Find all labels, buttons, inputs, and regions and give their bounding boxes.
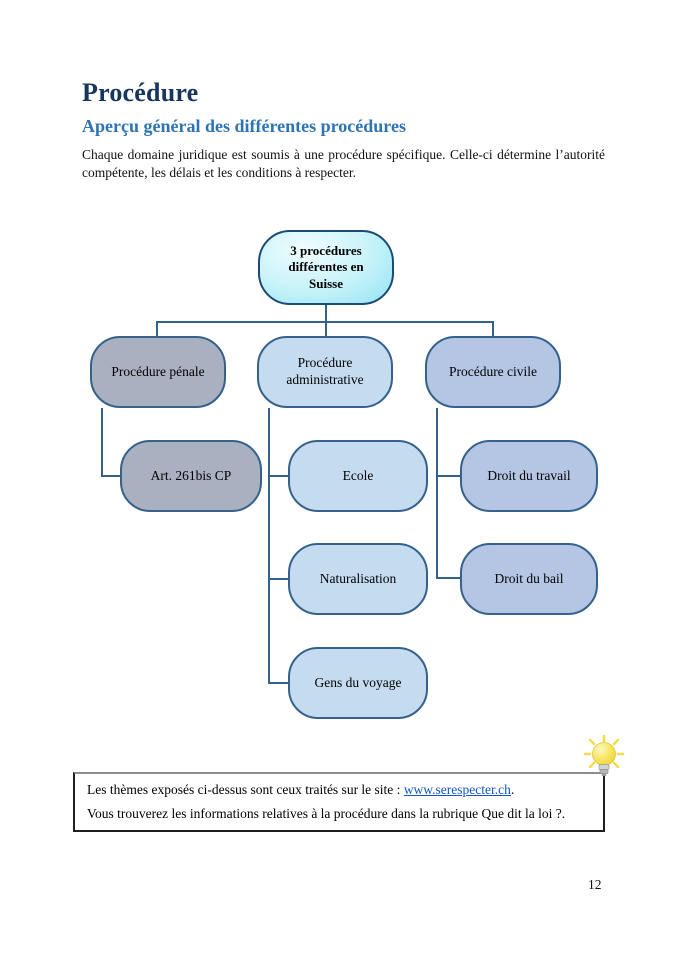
connector-line bbox=[436, 408, 438, 579]
connector-line bbox=[101, 475, 120, 477]
connector-line bbox=[268, 682, 288, 684]
connector-line bbox=[492, 321, 494, 336]
intro-paragraph: Chaque domaine juridique est soumis à une procédure spécifique. Celle-ci détermine l’autorité compétente, les délais et les conditions à respecter. bbox=[82, 147, 605, 180]
diagram-node-gens-du-voyage: Gens du voyage bbox=[288, 647, 428, 719]
diagram-node-ecole: Ecole bbox=[288, 440, 428, 512]
connector-line bbox=[156, 321, 158, 336]
note-line-1: Les thèmes exposés ci-dessus sont ceux traités sur le site : www.serespecter.ch. bbox=[87, 782, 515, 797]
note-box bbox=[73, 772, 605, 832]
diagram-node-procedure-penale: Procédure pénale bbox=[90, 336, 226, 408]
diagram-node-procedure-administrative: Procédure administrative bbox=[257, 336, 393, 408]
diagram-node-art-261bis-cp: Art. 261bis CP bbox=[120, 440, 262, 512]
connector-line bbox=[268, 578, 288, 580]
note-link[interactable]: www.serespecter.ch bbox=[403, 782, 511, 797]
connector-line bbox=[436, 475, 460, 477]
connector-line bbox=[101, 408, 103, 477]
diagram-node-naturalisation: Naturalisation bbox=[288, 543, 428, 615]
connector-line bbox=[268, 475, 288, 477]
page-number: 12 bbox=[588, 877, 602, 892]
connector-line bbox=[436, 577, 460, 579]
connector-line bbox=[268, 408, 270, 684]
connector-line bbox=[325, 321, 327, 336]
diagram-node-droit-du-travail: Droit du travail bbox=[460, 440, 598, 512]
lightbulb-icon bbox=[583, 735, 625, 785]
note-line-2: Vous trouverez les informations relatives à la procédure dans la rubrique Que dit la loi ?. bbox=[87, 806, 566, 821]
diagram-node-procedure-civile: Procédure civile bbox=[425, 336, 561, 408]
page-title: Procédure bbox=[82, 78, 199, 107]
diagram-node-droit-du-bail: Droit du bail bbox=[460, 543, 598, 615]
page-subtitle: Aperçu général des différentes procédures bbox=[82, 116, 406, 136]
diagram-node-root-label: 3 procédures différentes en Suisse bbox=[288, 243, 364, 291]
diagram-node-root bbox=[258, 230, 394, 305]
